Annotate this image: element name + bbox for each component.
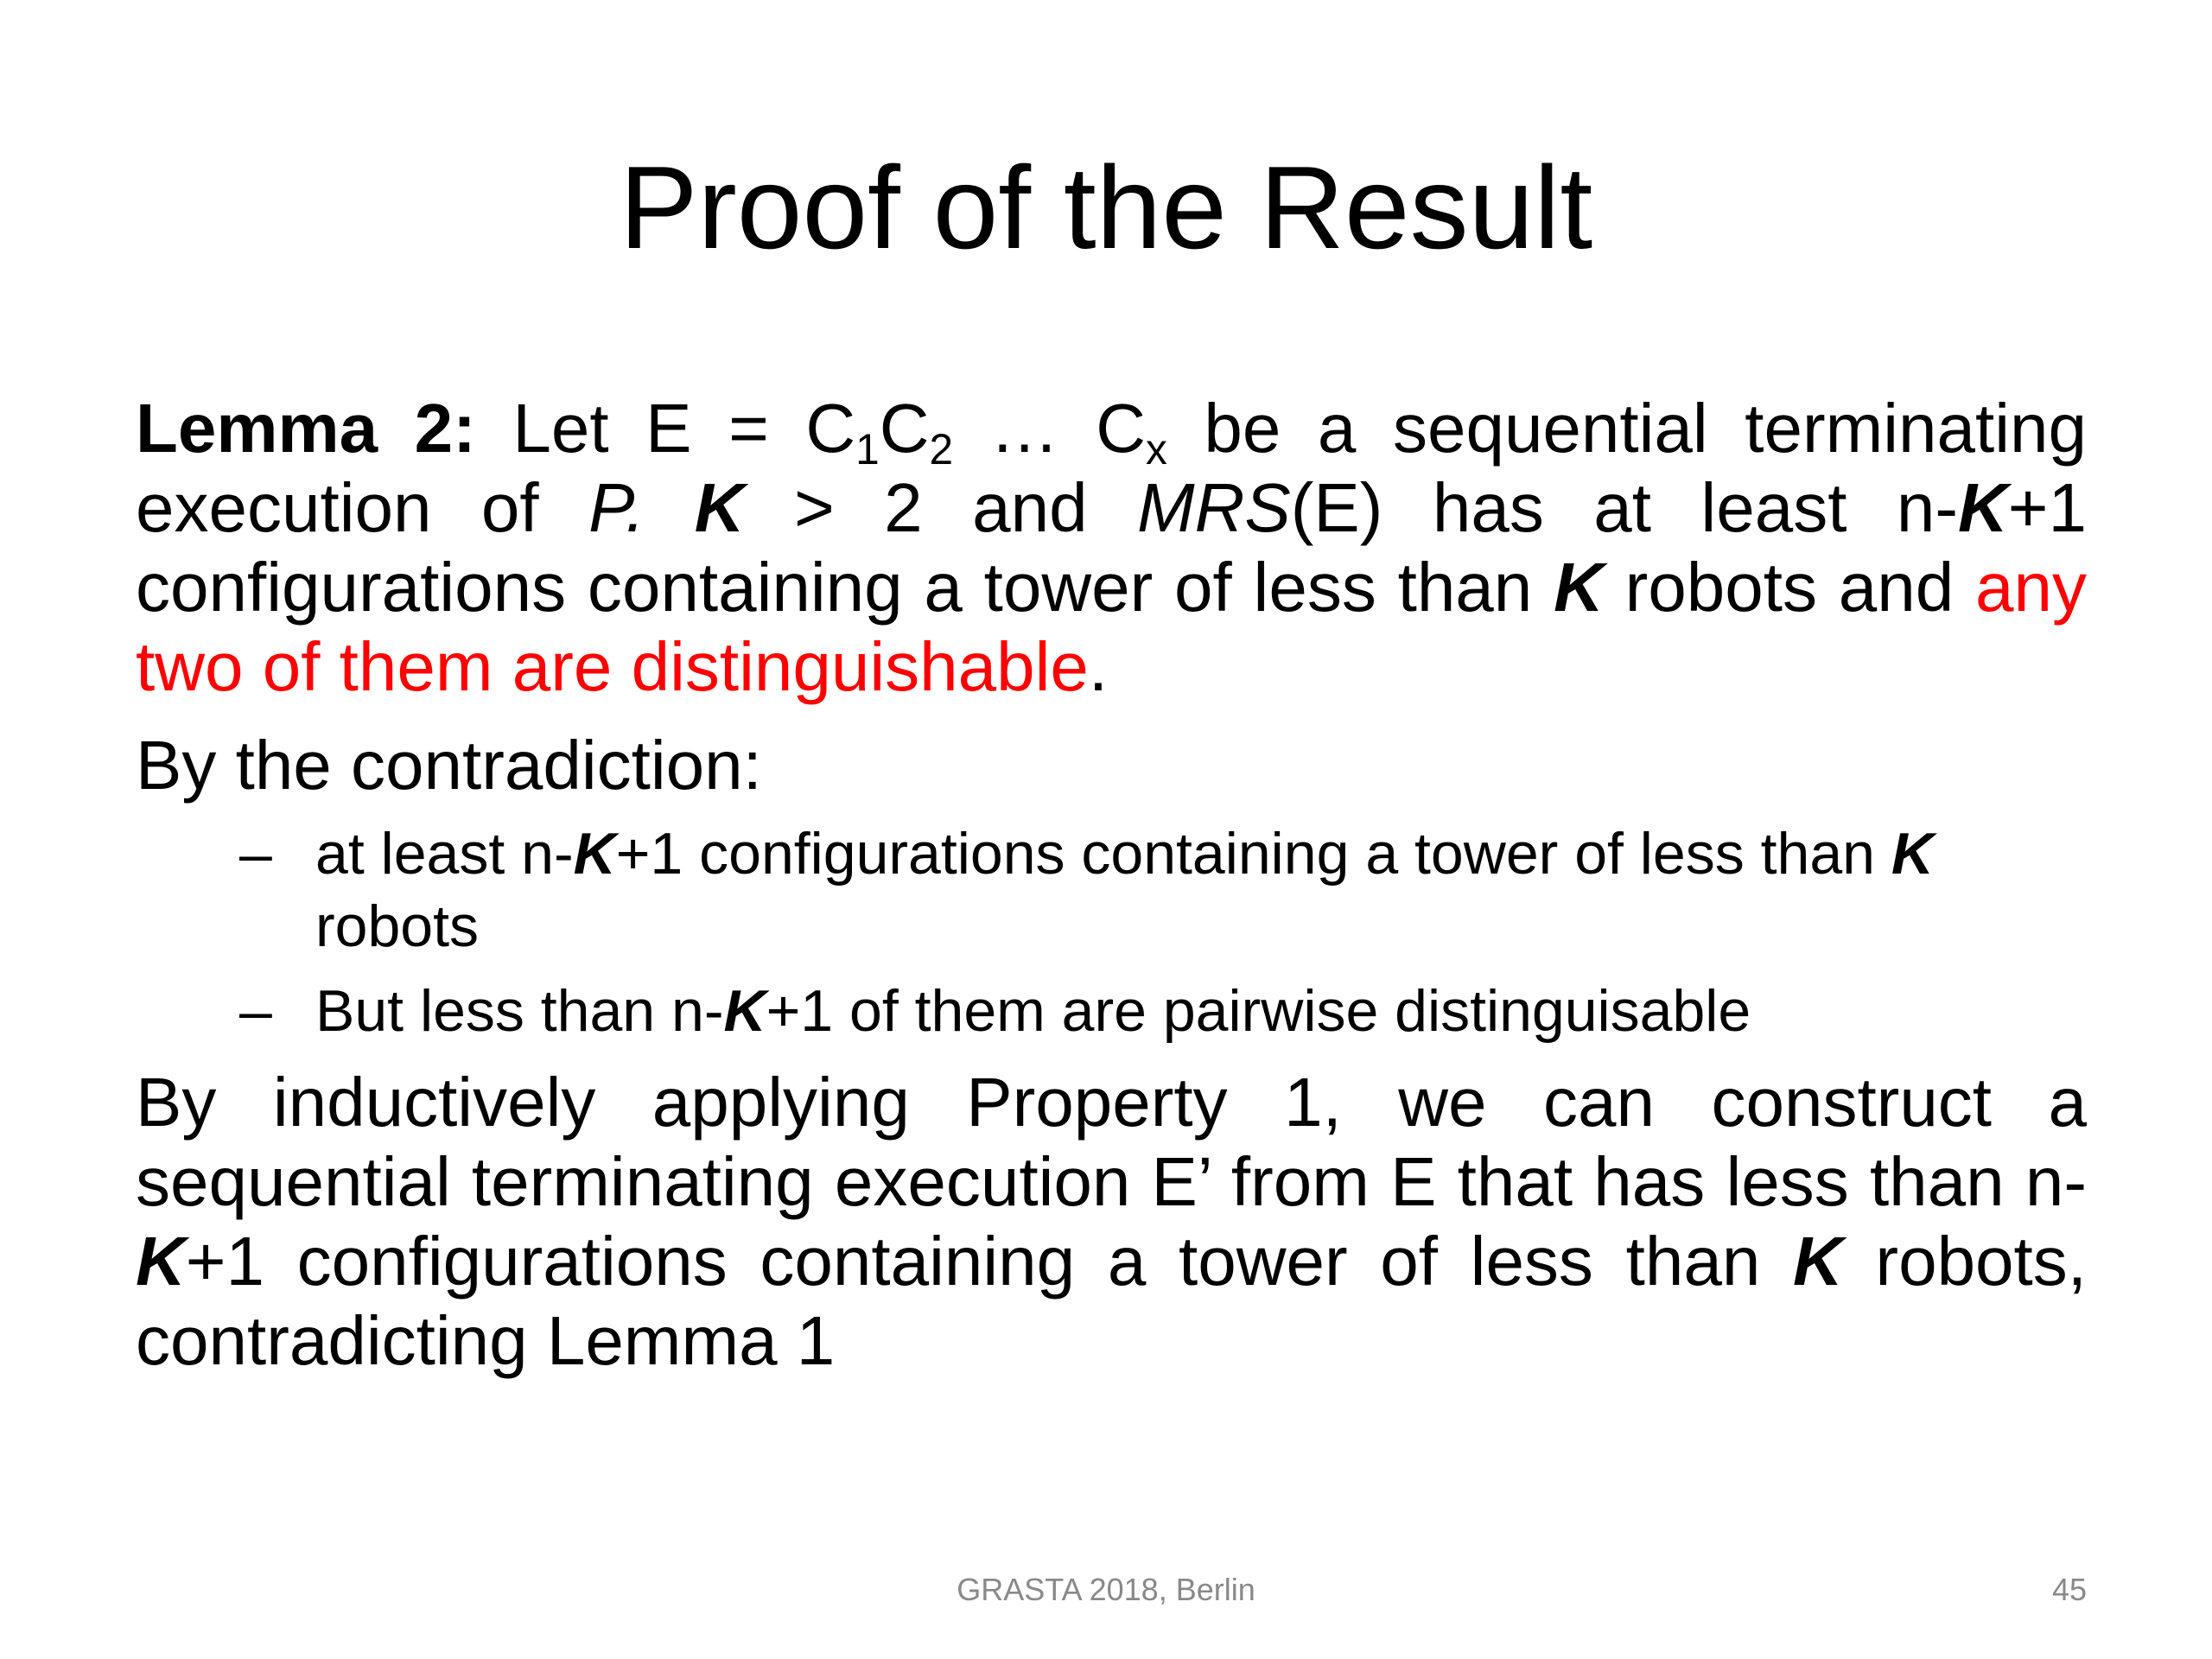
lemma-text: (E) has at least n- (1290, 469, 1958, 546)
lemma-text: +1 configurations containing a tower of less than (136, 469, 2087, 626)
k-symbol: K (723, 978, 766, 1044)
page-number: 45 (2051, 1572, 2087, 1607)
k-symbol: K (694, 469, 745, 546)
k-symbol: K (1792, 1223, 1843, 1300)
lemma-text: Let E = C (475, 390, 856, 467)
subscript: 2 (929, 424, 954, 474)
mrs-symbol: MRS (1137, 469, 1291, 546)
dash-icon: – (239, 821, 272, 887)
lemma-text: robots and (1603, 549, 1976, 626)
period: . (1088, 628, 1109, 705)
space (645, 469, 694, 546)
k-symbol: K (573, 821, 616, 887)
slide-title: Proof of the Result (619, 142, 1593, 273)
lemma-text: … C (953, 390, 1146, 467)
conclusion-paragraph (136, 1063, 2087, 1381)
program-p: P. (588, 469, 645, 546)
lemma-text: be a sequential terminating execution of (136, 390, 2087, 546)
bullet-item (136, 817, 2087, 963)
footer-text: GRASTA 2018, Berlin (957, 1572, 1255, 1607)
lemma-text: > 2 and (744, 469, 1137, 546)
k-symbol: K (136, 1223, 186, 1300)
lemma-label: Lemma 2: (136, 390, 476, 467)
k-symbol: K (1891, 821, 1934, 887)
k-symbol: K (1554, 549, 1604, 626)
bullet-text: +1 of them are pairwise distinguisable (766, 978, 1751, 1044)
bullet-text: +1 configurations containing a tower of less than (615, 821, 1891, 887)
lemma-text: C (879, 390, 930, 467)
subscript: x (1146, 424, 1167, 474)
contradiction-intro: By the contradiction: (136, 727, 762, 804)
bullet-text: at least n- (315, 821, 574, 887)
bullet-text: But less than n- (315, 978, 724, 1044)
conclusion-text: By inductively applying Property 1, we can construct a sequential terminating execution E’ from E that has less than n- (136, 1064, 2087, 1220)
subscript: 1 (855, 424, 880, 474)
slide-body (136, 389, 2087, 1381)
conclusion-text: robots, contradicting Lemma 1 (136, 1223, 2088, 1379)
conclusion-text: +1 configurations containing a tower of less than (185, 1223, 1793, 1300)
dash-icon: – (239, 978, 272, 1044)
highlighted-text: any two of them are distinguishable (136, 549, 2088, 705)
bullet-list (136, 817, 2087, 1047)
bullet-text: robots (315, 893, 479, 959)
k-symbol: K (1958, 469, 2008, 546)
bullet-item (136, 975, 2087, 1047)
lemma-2-paragraph (136, 389, 2087, 707)
